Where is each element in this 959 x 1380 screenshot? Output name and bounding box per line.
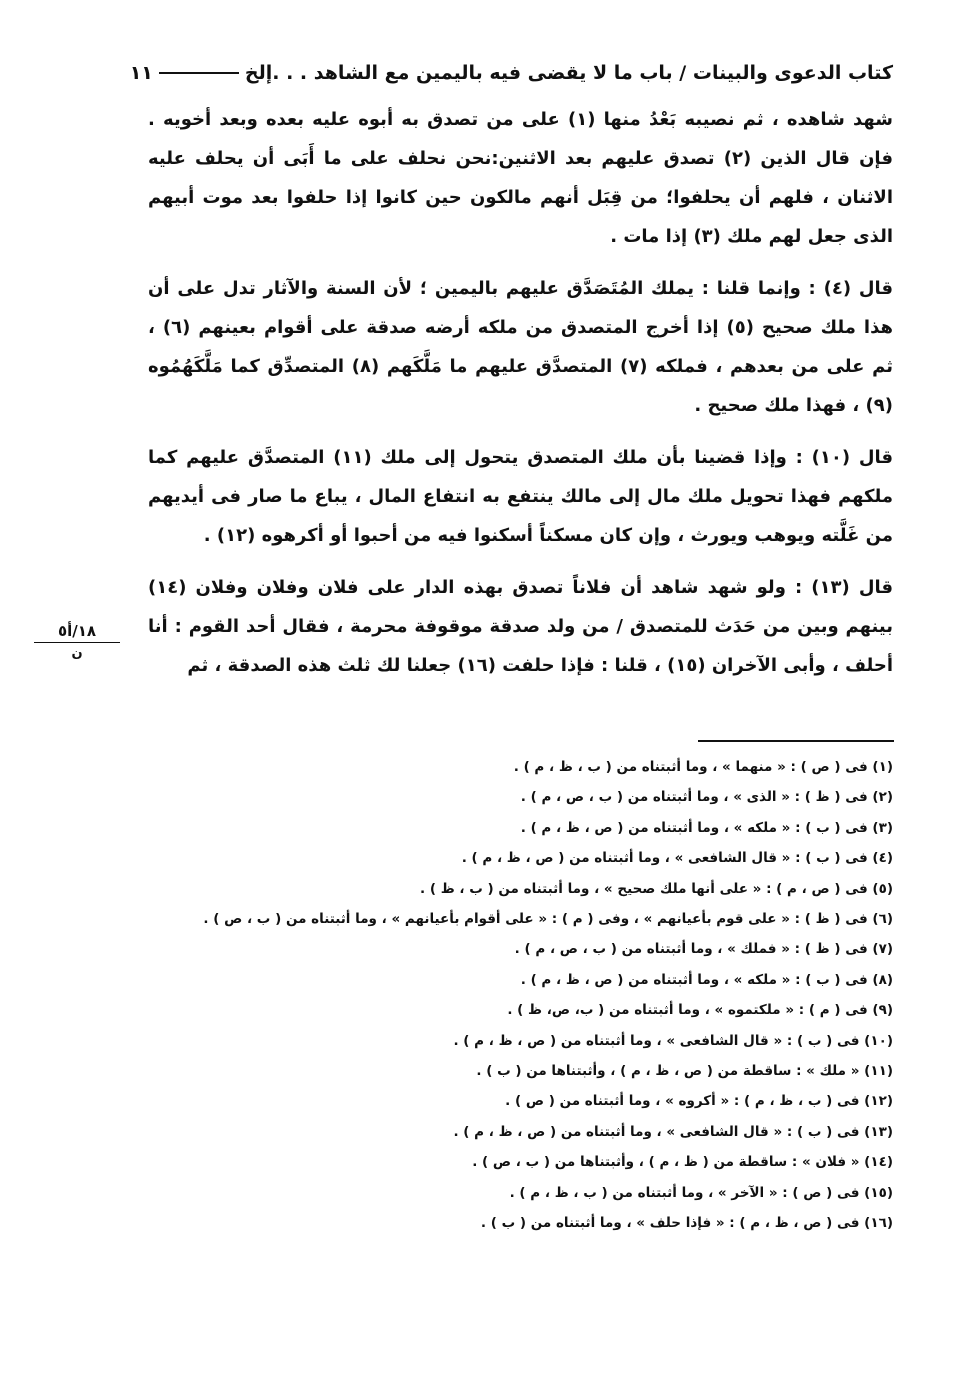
main-text (148, 100, 893, 698)
footnote: (٢) فى ( ظ ) : « الذى » ، وما أثبتناه من ( ب ، ص ، م ) . (520, 789, 893, 806)
footnote: (١٠) فى ( ب ) : « قال الشافعى » ، وما أثبتناه من ( ص ، ظ ، م ) . (453, 1032, 893, 1049)
running-head-title: كتاب الدعوى والبينات / باب ما لا يقضى فيه باليمين مع الشاهد . . .إلخ (244, 62, 893, 84)
running-head-rule (159, 72, 239, 74)
footnote: (٥) فى ( ص ، م ) : « على أنها ملك صحيح » ، وما أثبتناه من ( ب ، ظ ) . (420, 880, 893, 897)
footnote: (١٦) فى ( ص ، ظ ، م ) : « فإذا حلف » ، وما أثبتناه من ( ب ) . (480, 1215, 893, 1232)
footnote: (١٥) فى ( ص ) : « الآخر » ، وما أثبتناه من ( ب ، ظ ، م ) . (509, 1184, 893, 1201)
running-head (129, 56, 893, 90)
paragraph (148, 568, 893, 685)
footnote: (٤) فى ( ب ) : « قال الشافعى » ، وما أثبتناه من ( ص ، ظ ، م ) . (461, 850, 893, 867)
footnotes-list (148, 752, 893, 1239)
folio-reference: ١٨/أ٥ (34, 622, 120, 643)
paragraph-text: : وإنما قلنا : يملك المُتَصَدَّق عليهم باليمين ؛ لأن السنة والآثار تدل على أن هذا ملك صحيح (٥) إذا أخرج المتصدق من ملكه أرضه صدقة على أقوام بعينهم (٦) ، ثم على من بعدهم ، فملكه (٧) المتصدَّق عليهم ما مَلَّكَهم (٨) المتصدِّق كما مَلَّكَهُمُوه (٩) ، فهذا ملك صحيح . (148, 278, 893, 416)
paragraph-lead: قال (١٣) (811, 577, 894, 598)
footnote: (١١) « ملك » : ساقطة من ( ص ، ظ ، م ) ، وأثبتناها من ( ب ) . (476, 1063, 893, 1080)
paragraph (148, 100, 893, 256)
paragraph-text: : ولو شهد شاهد أن فلاناً تصدق بهذه الدار على فلان وفلان وفلان (١٤) بينهم وبين من حَدَث للمتصدق / من ولد صدقة موقوفة محرمة ، فقال أحد القوم : أنا أحلف ، وأبى الآخران (١٥) ، قلنا : فإذا حلفت (١٦) جعلنا لك ثلث هذه الصدقة ، ثم (148, 577, 893, 676)
footnote: (١٣) فى ( ب ) : « قال الشافعى » ، وما أثبتناه من ( ص ، ظ ، م ) . (453, 1123, 893, 1140)
paragraph (148, 438, 893, 555)
footnote: (٧) فى ( ظ ) : « فملك » ، وما أثبتناه من ( ب ، ص ، م ) . (514, 941, 893, 958)
footnote: (٩) فى ( م ) : « ملكتموه » ، وما أثبتناه من ( ب، ص، ظ ) . (507, 1002, 893, 1019)
paragraph-text: : وإذا قضينا بأن ملك المتصدق يتحول إلى ملك (١١) المتصدَّق عليهم كما ملكهم فهذا تحويل ملك مال إلى مالك ينتفع به انتفاع المال ، يباع ما صار فى أيديهم من غَلَّته ويوهب ويورث ، وإن كان مسكناً أسكنوا فيه من أحبوا أو أكرهوه (١٢) . (148, 447, 893, 546)
manuscript-folio-note (34, 622, 120, 661)
footnote: (٣) فى ( ب ) : « ملكه » ، وما أثبتناه من ( ص ، ظ ، م ) . (520, 819, 893, 836)
footnote: (١٤) « فلان » : ساقطة من ( ظ ، م ) ، وأثبتناها من ( ب ، ص ) . (472, 1154, 893, 1171)
footnote-separator (698, 740, 894, 742)
paragraph-lead: قال (٤) (823, 278, 893, 299)
paragraph-text: شهد شاهده ، ثم نصيبه بَعْدُ منها (١) على من تصدق به أبوه عليه بعده وبعد أخويه . فإن قال الذين (٢) تصدق عليهم بعد الاثنين:نحن نحلف على ما أَبَى أن يحلف عليه الاثنان ، فلهم أن يحلفوا؛ من قِبَل أنهم مالكون حين كانوا إذا حلفوا بعد موت أبيهم الذى جعل لهم ملك (٣) إذا مات . (148, 109, 893, 247)
manuscript-siglum: ن (71, 646, 83, 661)
footnote: (٨) فى ( ب ) : « ملكه » ، وما أثبتناه من ( ص ، ظ ، م ) . (520, 971, 893, 988)
footnote: (٦) فى ( ظ ) : « على قوم بأعيانهم » ، وفى ( م ) : « على أقوام بأعيانهم » ، وما أثبتناه من ( ب ، ص ) . (203, 911, 893, 928)
paragraph (148, 269, 893, 425)
footnote: (١٢) فى ( ب ، ظ ، م ) : « أكروه » ، وما أثبتناه من ( ص ) . (505, 1093, 893, 1110)
paragraph-lead: قال (١٠) (811, 447, 893, 468)
page-number: ١١ (129, 62, 153, 84)
footnote: (١) فى ( ص ) : « منهما » ، وما أثبتناه من ( ب ، ظ ، م ) . (513, 759, 893, 775)
